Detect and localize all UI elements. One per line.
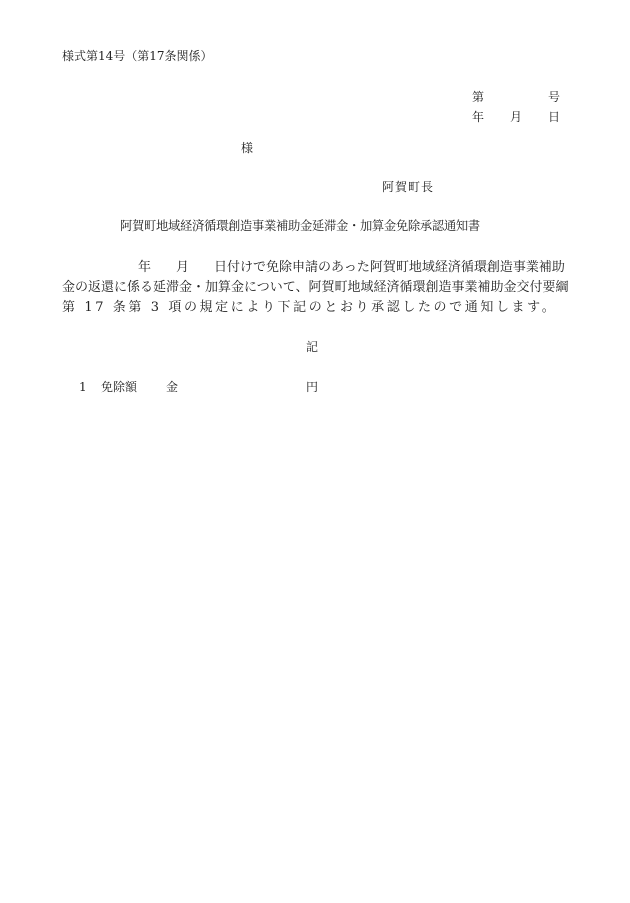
reference-prefix: 第 bbox=[472, 90, 485, 104]
item-prefix: 金 bbox=[166, 380, 179, 394]
date-month: 月 bbox=[509, 110, 522, 124]
item-label: 免除額 bbox=[101, 380, 138, 394]
date-day: 日 bbox=[547, 110, 560, 124]
date-year: 年 bbox=[472, 110, 485, 124]
addressee-suffix: 様 bbox=[241, 141, 254, 155]
reference-number bbox=[472, 90, 560, 104]
item-unit: 円 bbox=[306, 380, 319, 394]
issuer: 阿賀町長 bbox=[382, 180, 435, 194]
body-line-2: 金の返還に係る延滞金・加算金について、阿賀町地域経済循環創造事業補助金交付要綱 bbox=[62, 280, 569, 295]
reference-suffix: 号 bbox=[547, 90, 560, 104]
issue-date bbox=[472, 110, 560, 124]
document-title: 阿賀町地域経済循環創造事業補助金延滞金・加算金免除承認通知書 bbox=[120, 219, 480, 233]
form-label: 様式第14号（第17条関係） bbox=[62, 49, 213, 63]
body-line-3: 第 17 条第 3 項の規定により下記のとおり承認したので通知します。 bbox=[62, 300, 558, 315]
body-date-month: 月 bbox=[176, 260, 190, 275]
body-date-year: 年 bbox=[138, 260, 152, 275]
body-line-1: 日付けで免除申請のあった阿賀町地域経済循環創造事業補助 bbox=[214, 260, 565, 275]
item-number: 1 bbox=[79, 380, 87, 394]
ki-heading: 記 bbox=[306, 340, 319, 354]
